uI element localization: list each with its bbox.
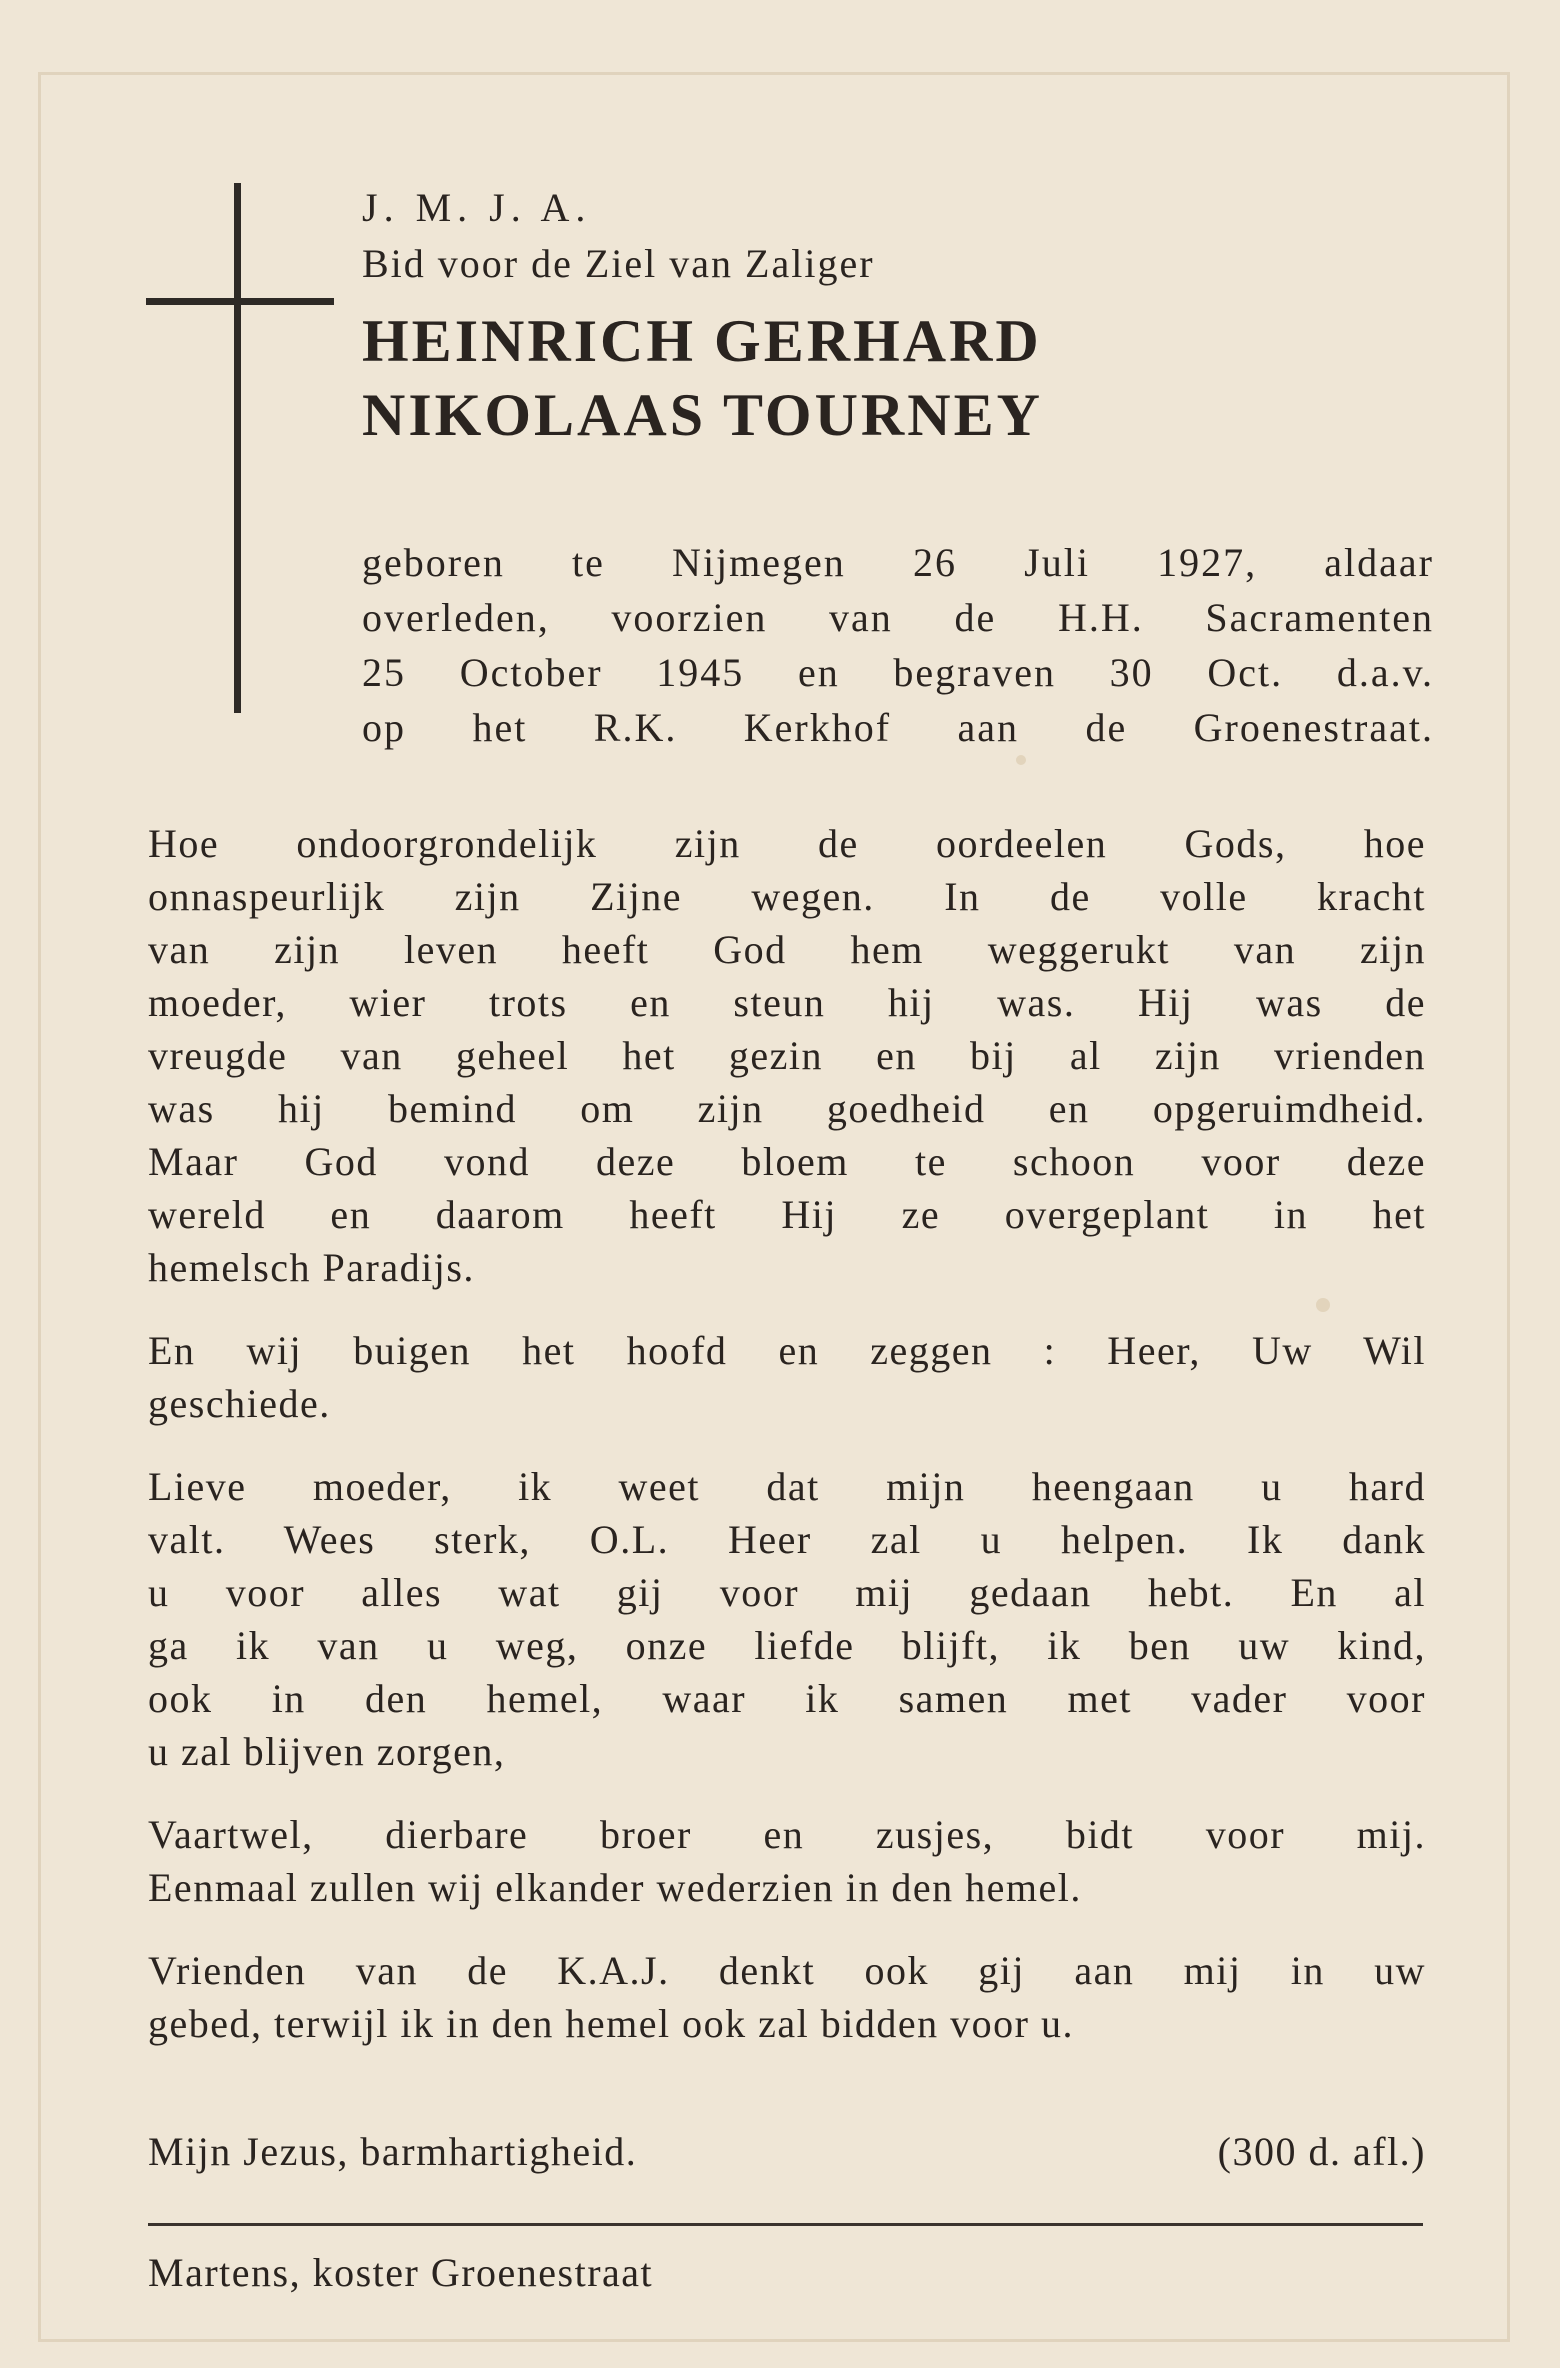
bio-line: op het R.K. Kerkhof aan de Groenestraat. [362,705,1434,750]
text-line: valt. Wees sterk, O.L. Heer zal u helpen. Ik dank [148,1517,1426,1562]
text-line: was hij bemind om zijn goedheid en opgeruimdheid. [148,1086,1426,1131]
paper-stain [1016,755,1026,765]
text-line: geschiede. [148,1381,331,1426]
deceased-name-line-2: NIKOLAAS TOURNEY [362,382,1043,448]
card-header [362,180,1442,452]
bio-line: geboren te Nijmegen 26 Juli 1927, aldaar [362,540,1434,585]
printer-credit: Martens, koster Groenestraat [148,2250,654,2295]
text-line: u zal blijven zorgen, [148,1729,506,1774]
biography [362,535,1434,755]
paragraph-farewell-siblings [148,1808,1426,1914]
cross-icon-horizontal [146,298,334,305]
text-line: u voor alles wat gij voor mij gedaan hebt. En al [148,1570,1426,1615]
memorial-text [148,817,1426,2080]
indulgence-note: (300 d. afl.) [1217,2129,1426,2174]
closing-prayer: Mijn Jezus, barmhartigheid. [148,2129,638,2174]
text-line: En wij buigen het hoofd en zeggen : Heer, Uw Wil [148,1328,1426,1373]
text-line: ga ik van u weg, onze liefde blijft, ik ben uw kind, [148,1623,1426,1668]
text-line: hemelsch Paradijs. [148,1245,475,1290]
deceased-name-line-1: HEINRICH GERHARD [362,308,1042,374]
text-line: wereld en daarom heeft Hij ze overgeplant in het [148,1192,1426,1237]
paragraph-dear-mother [148,1460,1426,1778]
text-line: Vrienden van de K.A.J. denkt ook gij aan mij in uw [148,1948,1426,1993]
text-line: Eenmaal zullen wij elkander wederzien in den hemel. [148,1865,1082,1910]
text-line: moeder, wier trots en steun hij was. Hij was de [148,980,1426,1025]
text-line: vreugde van geheel het gezin en bij al zijn vrienden [148,1033,1426,1078]
text-line: ook in den hemel, waar ik samen met vader voor [148,1676,1426,1721]
text-line: Maar God vond deze bloem te schoon voor deze [148,1139,1426,1184]
cross-icon-vertical [234,183,241,713]
paragraph-gods-will [148,1324,1426,1430]
text-line: onnaspeurlijk zijn Zijne wegen. In de volle kracht [148,874,1426,919]
bio-line: 25 October 1945 en begraven 30 Oct. d.a.v. [362,650,1434,695]
text-line: Hoe ondoorgrondelijk zijn de oordeelen Gods, hoe [148,821,1426,866]
paragraph-kaj-friends [148,1944,1426,2050]
initials: J. M. J. A. [362,185,592,230]
bio-line: overleden, voorzien van de H.H. Sacramenten [362,595,1434,640]
text-line: van zijn leven heeft God hem weggerukt van zijn [148,927,1426,972]
text-line: Lieve moeder, ik weet dat mijn heengaan u hard [148,1464,1426,1509]
text-line: gebed, terwijl ik in den hemel ook zal bidden voor u. [148,2001,1074,2046]
divider-line [148,2223,1423,2226]
text-line: Vaartwel, dierbare broer en zusjes, bidt voor mij. [148,1812,1426,1857]
prayer-intro: Bid voor de Ziel van Zaliger [362,241,875,286]
paragraph-gods-judgement [148,817,1426,1294]
